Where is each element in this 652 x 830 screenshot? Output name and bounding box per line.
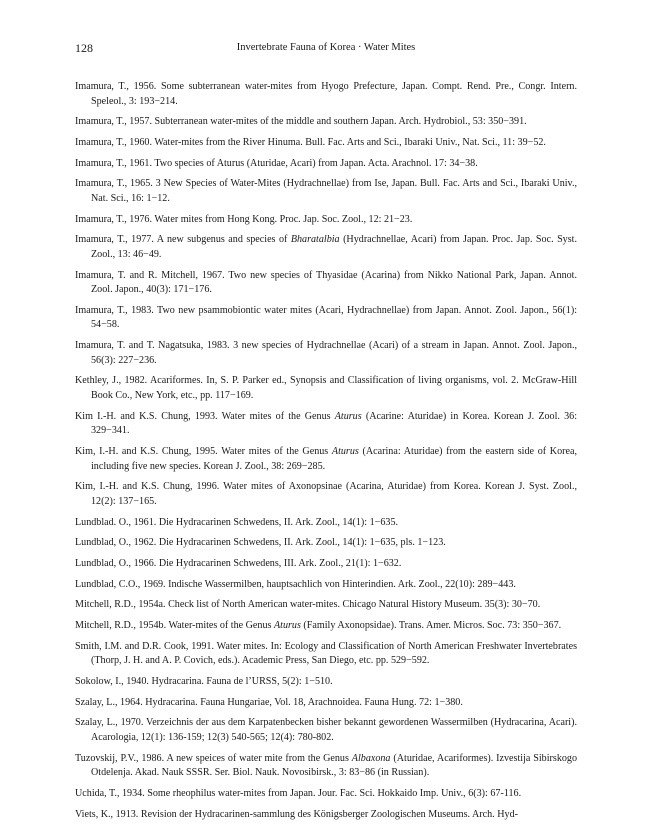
reference-entry: Lundblad, O., 1962. Die Hydracarinen Schwedens, II. Ark. Zool., 14(1): 1−635, pls. 1−123.	[75, 537, 446, 549]
reference-entry: Imamura, T. and T. Nagatsuka, 1983. 3 new species of Hydrachnellae (Acari) of a stream in Japan. Annot. Zool. Japon., 56(3): 227−236.	[75, 340, 577, 366]
reference-entry: Imamura, T., 1961. Two species of Aturus (Aturidae, Acari) from Japan. Acta. Arachnol. 17: 34−38.	[75, 157, 478, 169]
reference-entry: Lundblad, C.O., 1969. Indische Wassermilben, hauptsachlich von Hinterindien. Ark. Zool., 22(10): 289−443.	[75, 578, 516, 590]
reference-entry: Szalay, L., 1970. Verzeichnis der aus dem Karpatenbecken bisher bekannt gewordenen Wassermilben (Hydracarina, Acari). Acarologia, 12(1): 136-159; 12(3) 540-565; 12(4): 780-802.	[75, 717, 577, 743]
reference-entry: Kethley, J., 1982. Acariformes. In, S. P. Parker ed., Synopsis and Classification of living organisms, vol. 2. McGraw-Hill Book Co., New York, etc., pp. 117−169.	[75, 375, 577, 402]
reference-entry: Sokolow, I., 1940. Hydracarina. Fauna de l’URSS, 5(2): 1−510.	[75, 675, 333, 687]
reference-entry: Kim I.-H. and K.S. Chung, 1993. Water mites of the Genus Aturus (Acarine: Aturidae) in Korea. Korean J. Zool. 36: 329−341.	[75, 410, 577, 437]
reference-list	[75, 80, 577, 828]
taxon-name: Bharatalbia	[290, 234, 340, 246]
taxon-name: Aturus	[334, 410, 362, 422]
page-number: 128	[75, 41, 93, 55]
reference-entry: Szalay, L., 1964. Hydracarina. Fauna Hungariae, Vol. 18, Arachnoidea. Fauna Hung. 72: 1−380.	[75, 696, 463, 708]
reference-entry: Mitchell, R.D., 1954b. Water-mites of the Genus Aturus (Family Axonopsidae). Trans. Amer. Micros. Soc. 73: 350−367.	[75, 620, 562, 631]
reference-entry: Imamura, T., 1960. Water-mites from the River Hinuma. Bull. Fac. Arts and Sci., Ibaraki Univ., Nat. Sci., 11: 39−52.	[75, 136, 546, 148]
reference-entry: Lundblad, O., 1966. Die Hydracarinen Schwedens, III. Ark. Zool., 21(1): 1−632.	[75, 557, 402, 569]
reference-entry: Viets, K., 1913. Revision der Hydracarinen-sammlung des Königsberger Zoologischen Museums. Arch. Hyd-	[75, 808, 518, 820]
taxon-name: Albaxona	[351, 752, 391, 764]
taxon-name: Aturus	[331, 446, 359, 457]
reference-entry: Imamura, T., 1977. A new subgenus and species of Bharatalbia (Hydrachnellae, Acari) from Japan. Proc. Jap. Soc. Syst. Zool., 13: 46−49.	[75, 234, 577, 260]
reference-entry: Imamura, T. and R. Mitchell, 1967. Two new species of Thyasidae (Acarina) from Nikko National Park, Japan. Annot. Zool. Japon., 40(3): 171−176.	[75, 269, 577, 296]
reference-entry: Imamura, T., 1976. Water mites from Hong Kong. Proc. Jap. Soc. Zool., 12: 21−23.	[75, 213, 413, 225]
taxon-name: Aturus	[273, 620, 301, 631]
reference-entry: Imamura, T., 1957. Subterranean water-mites of the middle and southern Japan. Arch. Hydrobiol., 53: 350−391.	[75, 116, 527, 128]
reference-entry: Lundblad. O., 1961. Die Hydracarinen Schwedens, II. Ark. Zool., 14(1): 1−635.	[75, 516, 399, 528]
reference-entry: Mitchell, R.D., 1954a. Check list of North American water-mites. Chicago Natural History Museum. 35(3): 30−70.	[75, 599, 541, 611]
reference-entry: Kim, I.-H. and K.S. Chung, 1996. Water mites of Axonopsinae (Acarina, Aturidae) from Korea. Korean J. Syst. Zool., 12(2): 137−165.	[75, 481, 577, 507]
running-title: Invertebrate Fauna of Korea · Water Mites	[236, 42, 416, 53]
reference-entry: Uchida, T., 1934. Some rheophilus water-mites from Japan. Jour. Fac. Sci. Hokkaido Imp. Univ., 6(3): 67-116.	[75, 787, 522, 799]
reference-entry: Tuzovskij, P.V., 1986. A new speices of water mite from the Genus Albaxona (Aturidae, Acariformes). Izvestija Sibirskogo Otdelenja. Akad. Nauk SSSR. Ser. Biol. Nauk. Novosibirsk., 3: 83−86 (in Russian).	[75, 752, 578, 779]
reference-entry: Kim, I.-H. and K.S. Chung, 1995. Water mites of the Genus Aturus (Acarina: Aturidae) from the eastern side of Korea, including five new species. Korean J. Zool., 38: 269−285.	[75, 446, 577, 472]
reference-entry: Smith, I.M. and D.R. Cook, 1991. Water mites. In: Ecology and Classification of North American Freshwater Invertebrates (Thorp, J. H. and A. P. Covich, eds.). Academic Press, San Diego, etc. pp. 529−592.	[75, 640, 577, 667]
reference-entry: Imamura, T., 1983. Two new psammobiontic water mites (Acari, Hydrachnellae) from Japan. Annot. Zool. Japon., 56(1): 54−58.	[75, 304, 577, 331]
reference-entry: Imamura, T., 1956. Some subterranean water-mites from Hyogo Prefecture, Japan. Compt. Rend. Pre., Congr. Intern. Speleol., 3: 193−214.	[75, 81, 577, 107]
page-header	[75, 41, 577, 57]
reference-entry: Imamura, T., 1965. 3 New Species of Water-Mites (Hydrachnellae) from Ise, Japan. Bull. Fac. Arts and Sci., Ibaraki Univ., Nat. Sci., 16: 1−12.	[75, 178, 577, 204]
